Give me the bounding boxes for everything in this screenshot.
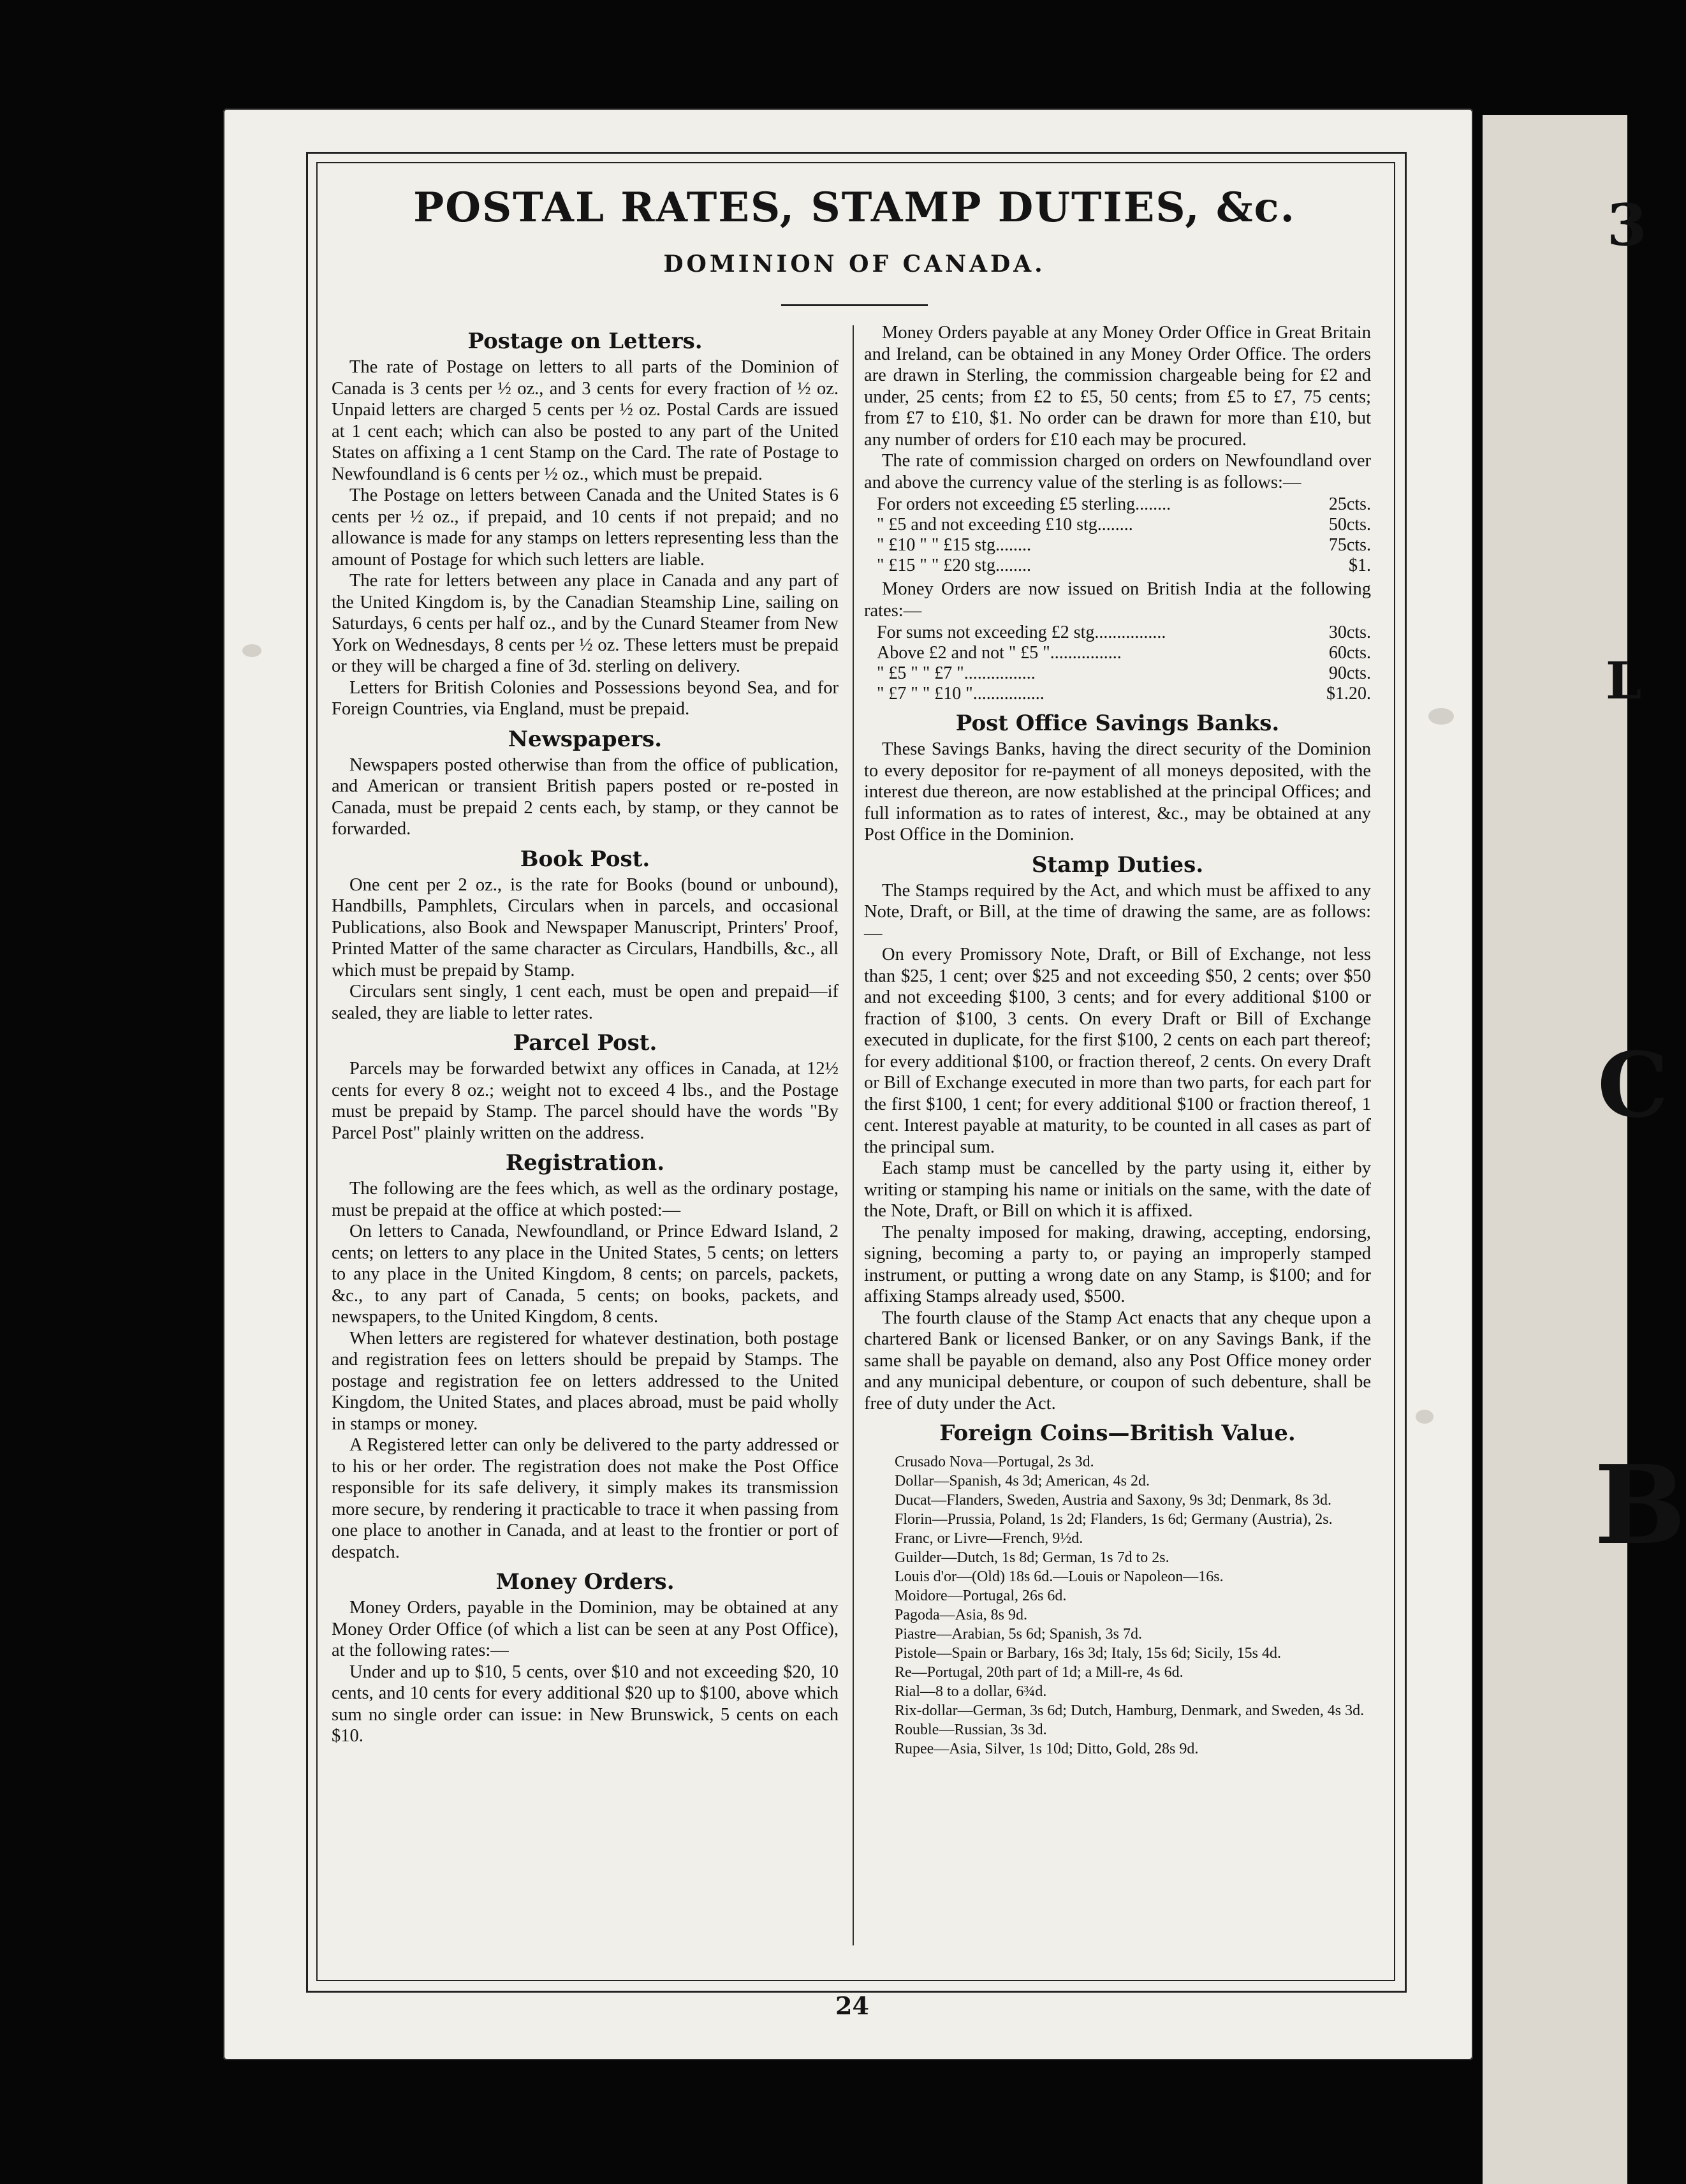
paragraph: Newspapers posted otherwise than from the office of publication, and American or transient British papers posted or re-posted in Canada, must be prepaid 2 cents each, by stamp, or they cannot be forwarded. [332, 755, 839, 839]
paragraph: Letters for British Colonies and Possessions beyond Sea, and for Foreign Countries, via England, must be prepaid. [332, 677, 839, 719]
section-stamp-duties [864, 852, 1371, 1415]
adjacent-page [1483, 115, 1627, 2184]
coin-entry: Florin—Prussia, Poland, 1s 2d; Flanders, 1s 6d; Germany (Austria), 2s. [895, 1511, 1333, 1528]
paragraph: Under and up to $10, 5 cents, over $10 and not exceeding $20, 10 cents, and 10 cents for every additional $20 up to $100, above which sum no single order can issue: in New Brunswick, 5 cents on each $10. [332, 1662, 839, 1746]
paragraph: Each stamp must be cancelled by the party using it, either by writing or stamping his name or initials on the same, with the date of the Note, Draft, or Bill on which it is affixed. [864, 1158, 1371, 1221]
rate-value: 25cts. [1328, 494, 1371, 514]
right-column [864, 322, 1371, 1955]
rate-row [877, 623, 1371, 643]
rate-row [877, 643, 1371, 663]
coin-entry: Rial—8 to a dollar, 6¾d. [895, 1683, 1047, 1700]
paragraph: On letters to Canada, Newfoundland, or Prince Edward Island, 2 cents; on letters to any place in the United States, 5 cents; on letters to any place in the United Kingdom, 8 cents; on parcels, packets, &c., to any part of Canada, 5 cents; on books, packets, and newspapers, to the United Kingdom, 8 cents. [332, 1221, 839, 1327]
coin-entry: Pistole—Spain or Barbary, 16s 3d; Italy, 15s 6d; Sicily, 15s 4d. [895, 1645, 1281, 1662]
page-header [319, 179, 1390, 306]
rate-label: " £7 " " £10 "................ [877, 684, 1045, 704]
rate-label: Above £2 and not " £5 "................ [877, 643, 1122, 663]
rate-value: 60cts. [1328, 643, 1371, 663]
sterling-rate-table [877, 494, 1371, 576]
stain [1416, 1410, 1433, 1424]
section-newspapers [332, 727, 839, 840]
rate-label: " £10 " " £15 stg........ [877, 535, 1031, 555]
section-heading: Book Post. [520, 846, 650, 872]
section-heading: Postage on Letters. [467, 328, 703, 354]
rate-row [877, 556, 1371, 576]
rate-value: 90cts. [1328, 663, 1371, 683]
page-title: POSTAL RATES, STAMP DUTIES, &c. [413, 184, 1296, 232]
paragraph: These Savings Banks, having the direct security of the Dominion to every depositor for re-payment of all moneys deposited, with the interest due thereon, are now established at the principal Offices; and full information as to rates of interest, &c., may be obtained at any Post Office in the Dominion. [864, 739, 1371, 845]
stain [1428, 708, 1454, 725]
coin-entry: Crusado Nova—Portugal, 2s 3d. [895, 1454, 1094, 1470]
paragraph: Money Orders, payable in the Dominion, may be obtained at any Money Order Office (of which a list can be seen at any Post Office), at the following rates:— [332, 1598, 839, 1660]
section-heading: Money Orders. [495, 1569, 675, 1595]
paragraph: Money Orders payable at any Money Order Office in Great Britain and Ireland, can be obtained in any Money Order Office. The orders are drawn in Sterling, the commission chargeable being for £2 and under, 25 cents; from £2 to £5, 50 cents; from £5 to £7, 75 cents; from £7 to £10, $1. No order can be drawn for more than £10, but any number of orders for £10 each may be procured. [864, 323, 1371, 450]
section-foreign-coins [864, 1420, 1371, 1757]
edge-glyph: L [1606, 651, 1642, 711]
rate-row [877, 663, 1371, 684]
rate-value: 75cts. [1328, 535, 1371, 555]
section-heading: Registration. [505, 1150, 665, 1176]
paragraph: Circulars sent singly, 1 cent each, must be open and prepaid—if sealed, they are liable to letter rates. [332, 982, 839, 1023]
coin-entry: Rouble—Russian, 3s 3d. [895, 1722, 1047, 1738]
rate-value: 30cts. [1328, 623, 1371, 642]
edge-glyph: B [1594, 1442, 1686, 1569]
rate-row [877, 684, 1371, 704]
rate-row [877, 494, 1371, 515]
section-heading: Stamp Duties. [1031, 852, 1204, 878]
section-money-orders-continued [864, 322, 1371, 704]
coin-entry: Louis d'or—(Old) 18s 6d.—Louis or Napoleon—16s. [895, 1568, 1224, 1585]
section-postage-on-letters [332, 328, 839, 720]
page-subtitle: DOMINION OF CANADA. [663, 251, 1046, 277]
coin-entry: Guilder—Dutch, 1s 8d; German, 1s 7d to 2s. [895, 1549, 1169, 1566]
rate-label: For orders not exceeding £5 sterling........ [877, 494, 1171, 514]
rate-row [877, 535, 1371, 556]
paragraph: The Stamps required by the Act, and which must be affixed to any Note, Draft, or Bill, at the time of drawing the same, are as follows:— [864, 880, 1371, 943]
rate-value: $1. [1349, 556, 1371, 575]
india-rate-table [877, 623, 1371, 704]
paragraph: Parcels may be forwarded betwixt any offices in Canada, at 12½ cents for every 8 oz.; weight not to exceed 4 lbs., and the Postage must be prepaid by Stamp. The parcel should have the words "By Parcel Post" plainly written on the address. [332, 1059, 839, 1143]
paragraph: The fourth clause of the Stamp Act enacts that any cheque upon a chartered Bank or licensed Banker, or on any Savings Bank, if the same shall be payable on demand, also any Post Office money order and any municipal debenture, or coupon of such debenture, shall be free of duty under the Act. [864, 1308, 1371, 1413]
edge-glyph: 3 [1607, 191, 1647, 259]
section-savings-banks [864, 711, 1371, 846]
section-heading: Post Office Savings Banks. [955, 711, 1280, 736]
coin-entry: Rupee—Asia, Silver, 1s 10d; Ditto, Gold, 28s 9d. [895, 1741, 1199, 1757]
left-column [332, 322, 839, 1955]
paragraph: The rate for letters between any place in Canada and any part of the United Kingdom is, by the Canadian Steamship Line, sailing on Saturdays, 6 cents per half oz., and by the Cunard Steamer from New York on Wednesdays, 8 cents per ½ oz. These letters must be prepaid or they will be charged a fine of 3d. sterling on delivery. [332, 571, 839, 676]
paragraph: A Registered letter can only be delivered to the party addressed or to his or her order. The registration does not make the Post Office responsible for its safe delivery, it simply makes its transmission more secure, by rendering it practicable to trace it when passing from one place to another in Canada, and at least to the frontier or port of despatch. [332, 1435, 839, 1562]
coin-list [895, 1454, 1371, 1757]
section-heading: Parcel Post. [513, 1030, 657, 1056]
coin-entry: Piastre—Arabian, 5s 6d; Spanish, 3s 7d. [895, 1626, 1142, 1642]
coin-entry: Ducat—Flanders, Sweden, Austria and Saxony, 9s 3d; Denmark, 8s 3d. [895, 1492, 1332, 1509]
paragraph: The rate of commission charged on orders on Newfoundland over and above the currency value of the sterling is as follows:— [864, 451, 1371, 492]
paragraph: The Postage on letters between Canada and the United States is 6 cents per ½ oz., if prepaid, and 10 cents if not prepaid; and no allowance is made for any stamps on letters representing less than the amount of Postage for which such letters are liable. [332, 485, 839, 570]
rate-label: For sums not exceeding £2 stg................ [877, 623, 1166, 642]
rate-label: " £5 " " £7 "................ [877, 663, 1036, 683]
coin-entry: Dollar—Spanish, 4s 3d; American, 4s 2d. [895, 1473, 1150, 1489]
paragraph: The penalty imposed for making, drawing, accepting, endorsing, signing, becoming a party to, or paying an improperly stamped instrument, or putting a wrong date on any Stamp, is $100; and for affixing Stamps already used, $500. [864, 1222, 1371, 1306]
paragraph: When letters are registered for whatever destination, both postage and registration fees on letters should be prepaid by Stamps. The postage and registration fee on letters addressed to the United Kingdom, the United States, and places abroad, must be paid wholly in stamps or money. [332, 1328, 839, 1434]
rate-label: " £15 " " £20 stg........ [877, 556, 1031, 575]
paragraph: Money Orders are now issued on British India at the following rates:— [864, 579, 1371, 621]
edge-glyph: C [1597, 1033, 1669, 1138]
page-number: 24 [835, 1991, 869, 2020]
rate-row [877, 515, 1371, 535]
section-money-orders [332, 1569, 839, 1747]
coin-entry: Pagoda—Asia, 8s 9d. [895, 1607, 1027, 1623]
rate-value: 50cts. [1328, 515, 1371, 535]
section-registration [332, 1150, 839, 1563]
stain [242, 644, 261, 657]
section-parcel-post [332, 1030, 839, 1144]
paragraph: On every Promissory Note, Draft, or Bill of Exchange, not less than $25, 1 cent; over $25 and not exceeding $50, 2 cents; over $50 and not exceeding $100, 3 cents; and for every additional $100 or fraction of $100, 3 cents. On every Draft or Bill of Exchange executed in duplicate, for the first $100, 2 cents on each part thereof; for every additional $100, or fraction thereof, 2 cents. On every Draft or Bill of Exchange executed in more than two parts, for each part for the first $100, 1 cent; for every additional $100 or fraction thereof, 1 cent. Interest payable at maturity, to be counted in all cases as part of the principal sum. [864, 945, 1371, 1157]
section-heading: Newspapers. [508, 726, 663, 752]
coin-entry: Moidore—Portugal, 26s 6d. [895, 1588, 1067, 1604]
paragraph: One cent per 2 oz., is the rate for Books (bound or unbound), Handbills, Pamphlets, Circulars when in parcels, and occasional Publications, also Book and Newspaper Manuscript, Printers' Proof, Printed Matter of the same character as Circulars, Handbills, &c., all which must be prepaid by Stamp. [332, 874, 839, 980]
paragraph: The rate of Postage on letters to all parts of the Dominion of Canada is 3 cents per ½ oz., and 3 cents for every fraction of ½ oz. Unpaid letters are charged 5 cents per ½ oz. Postal Cards are issued at 1 cent each; which can also be posted to any part of the United States on affixing a 1 cent Stamp on the Card. The rate of Postage to Newfoundland is 6 cents per ½ oz., which must be prepaid. [332, 357, 839, 484]
section-heading: Foreign Coins—British Value. [939, 1420, 1296, 1446]
paragraph: The following are the fees which, as well as the ordinary postage, must be prepaid at the office at which posted:— [332, 1179, 839, 1220]
rate-label: " £5 and not exceeding £10 stg........ [877, 515, 1133, 535]
title-rule [781, 304, 928, 306]
coin-entry: Rix-dollar—German, 3s 6d; Dutch, Hamburg, Denmark, and Sweden, 4s 3d. [895, 1702, 1365, 1719]
coin-entry: Franc, or Livre—French, 9½d. [895, 1530, 1083, 1547]
coin-entry: Re—Portugal, 20th part of 1d; a Mill-re, 4s 6d. [895, 1664, 1184, 1681]
rate-value: $1.20. [1326, 684, 1371, 704]
column-divider [853, 325, 854, 1945]
section-book-post [332, 846, 839, 1024]
